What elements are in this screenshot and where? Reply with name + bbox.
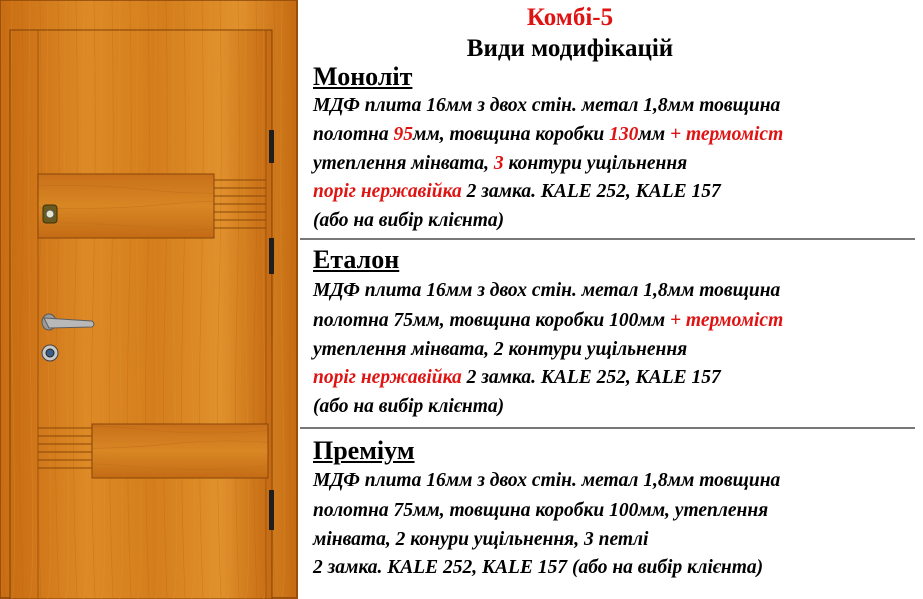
section-title-premium: Преміум: [313, 436, 415, 465]
section-title-etalon: Еталон: [313, 245, 400, 274]
door-image: [0, 0, 300, 599]
premium-line-3: мінвата, 2 конури ущільнення, 3 петлі: [313, 529, 649, 550]
premium-line-4: 2 замка. KALE 252, KALE 157 (або на вибір клієнта): [313, 557, 764, 578]
premium-line-2: полотна 75мм, товщина коробки 100мм, утеплення: [313, 500, 769, 521]
etalon-line-2: полотна 75мм, товщина коробки 100мм + термоміст: [313, 310, 784, 331]
divider: [300, 238, 915, 240]
etalon-line-5: (або на вибір клієнта): [313, 396, 505, 417]
etalon-line-1: МДФ плита 16мм з двох стін. метал 1,8мм товщина: [313, 280, 781, 301]
etalon-line-4: поріг нержавійка 2 замка. KALE 252, KALE 157: [313, 367, 721, 388]
premium-line-1: МДФ плита 16мм з двох стін. метал 1,8мм товщина: [313, 470, 781, 491]
section-title-monolit: Моноліт: [313, 62, 413, 91]
page-subtitle: Види модифікацій: [466, 35, 674, 62]
divider: [300, 427, 915, 429]
monolit-line-3: утеплення мінвата, 3 контури ущільнення: [313, 153, 688, 174]
lock-cylinder-icon: [42, 345, 58, 361]
monolit-line-4: поріг нержавійка 2 замка. KALE 252, KALE 157: [313, 181, 721, 202]
monolit-line-1: МДФ плита 16мм з двох стін. метал 1,8мм товщина: [313, 95, 781, 116]
etalon-line-3: утеплення мінвата, 2 контури ущільнення: [313, 339, 688, 360]
monolit-line-5: (або на вибір клієнта): [313, 210, 505, 231]
page-title: Комбі-5: [526, 4, 614, 31]
monolit-line-2: полотна 95мм, товщина коробки 130мм + термоміст: [313, 124, 784, 145]
peephole-icon: [43, 205, 57, 223]
